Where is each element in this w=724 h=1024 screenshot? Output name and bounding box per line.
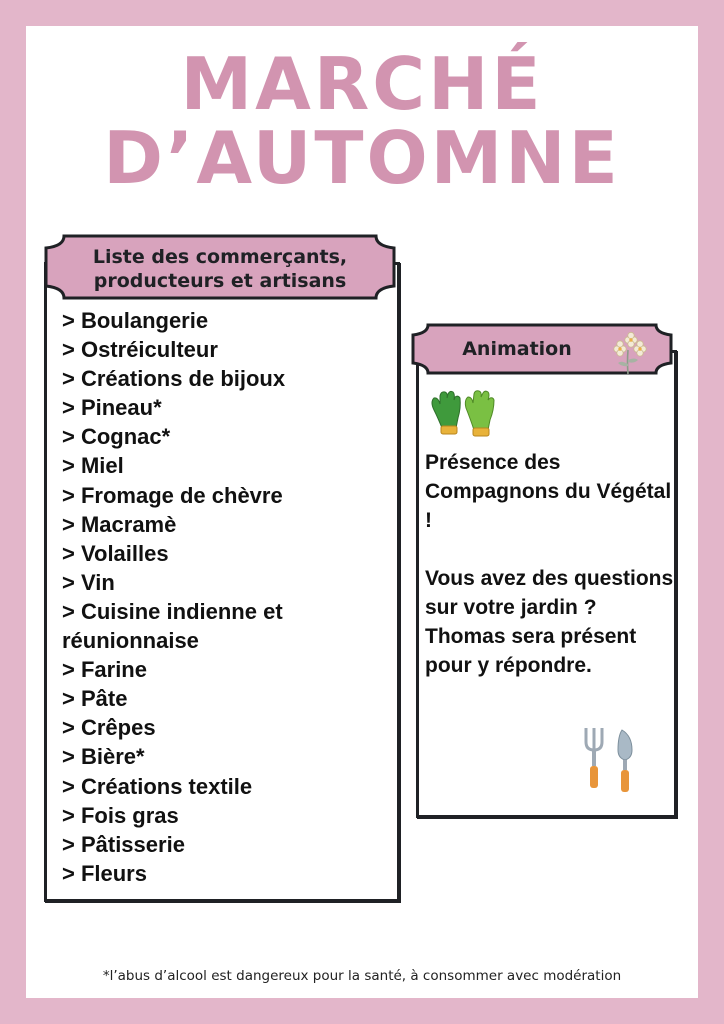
poster-title-line-1: MARCHÉ [180,42,544,126]
garden-tools-icon [582,724,642,796]
alcohol-disclaimer: *l’abus d’alcool est dangereux pour la santé, à consommer avec modération [102,968,622,984]
list-item: > Créations textile [62,773,253,799]
list-item: > Créations de bijoux [62,366,286,392]
list-item: > Farine [62,657,147,683]
animation-banner-title: Animation [462,338,572,360]
list-item: > Cognac* [62,424,171,450]
list-item: > Crêpes [62,715,156,741]
animation-text [425,448,675,680]
list-item: > Fleurs [62,860,147,886]
gardening-gloves-icon [428,388,500,440]
poster-title-line-2: D’AUTOMNE [103,116,621,200]
animation-paragraph-1: Présence des Compagnons du Végétal ! [425,451,672,532]
list-item: > Fois gras [62,802,179,828]
animation-paragraph-2: Vous avez des questions sur votre jardin ? Thomas sera présent pour y répondre. [425,567,674,677]
vendors-banner-title: Liste des commerçants, producteurs et artisans [92,246,348,292]
list-item: > Bière* [62,744,145,770]
vendors-list [62,306,382,888]
list-item: > Boulangerie [62,308,209,333]
list-item: > Macramè [62,511,177,537]
flower-icon [604,330,650,376]
list-item: > Fromage de chèvre [62,482,283,508]
list-item: > Miel [62,453,124,479]
list-item: > Cuisine indienne et [62,598,283,624]
vendors-banner [42,232,398,302]
list-item: > Pâtisserie [62,831,185,857]
list-item: > Ostréiculteur [62,337,218,363]
list-item: réunionnaise [62,628,199,654]
list-item: > Pâte [62,686,128,712]
list-item: > Volailles [62,540,169,566]
list-item: > Vin [62,569,115,595]
list-item: > Pineau* [62,395,162,421]
